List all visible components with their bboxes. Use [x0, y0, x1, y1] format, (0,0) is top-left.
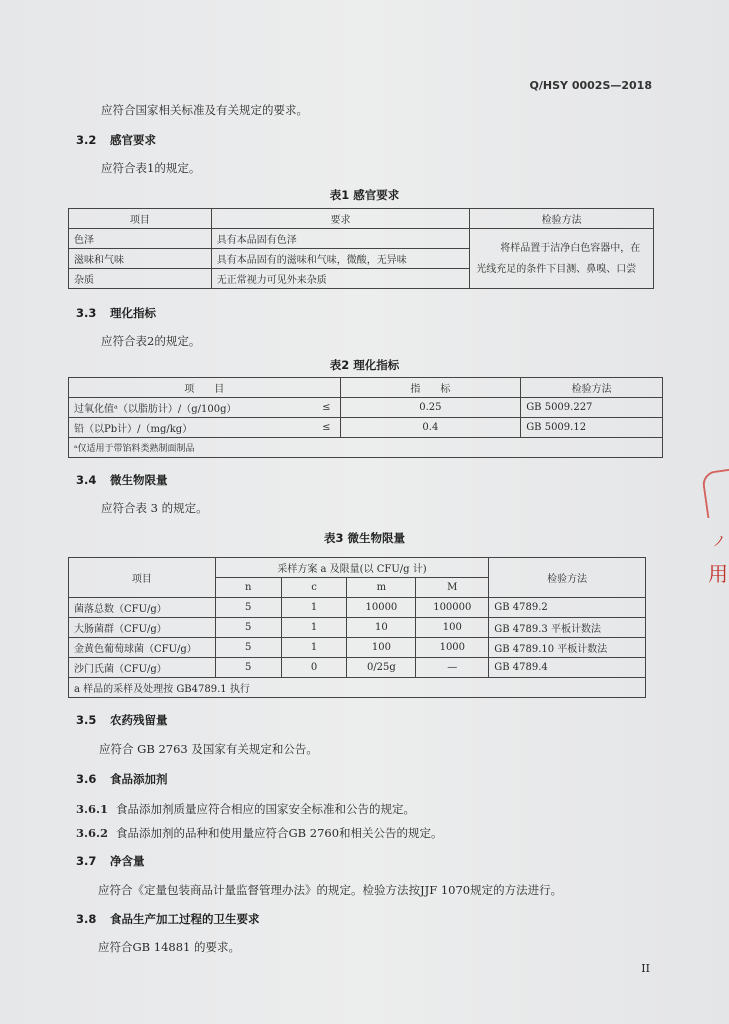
section-number: 3.6 [76, 772, 97, 786]
table3-header-method: 检验方法 [489, 558, 646, 598]
table2-cell-operator: ≤ [313, 418, 340, 438]
table3-cell-method: GB 4789.2 [489, 598, 646, 618]
table3-cell-method: GB 4789.4 [489, 658, 646, 678]
table2-header-item: 项 目 [69, 378, 341, 398]
section-3-2-heading [76, 132, 156, 148]
section-number: 3.3 [76, 306, 97, 320]
section-3-6-2 [76, 825, 443, 841]
table-row [69, 229, 654, 249]
clause-text: 食品添加剂的品种和使用量应符合GB 2760和相关公告的规定。 [116, 826, 443, 840]
document-code: Q/HSY 0002S—2018 [529, 79, 652, 92]
table-sensory [68, 208, 654, 289]
section-number: 3.7 [76, 854, 97, 868]
section-3-5-heading [76, 712, 168, 728]
table1-cell-requirement: 具有本品固有的滋味和气味，微酸，无异味 [211, 249, 470, 269]
table3-cell-item: 金黄色葡萄球菌（CFU/g） [69, 638, 216, 658]
table1-cell-item: 色泽 [69, 229, 212, 249]
table1-cell-method: 将样品置于洁净白色容器中，在光线充足的条件下目测、鼻嗅、口尝 [470, 229, 654, 289]
red-seal-stamp [702, 460, 729, 640]
table3-caption: 表3 微生物限量 [323, 531, 405, 545]
intro-line: 应符合国家相关标准及有关规定的要求。 [101, 103, 308, 117]
section-title: 感官要求 [110, 133, 156, 147]
table3-cell-item: 菌落总数（CFU/g） [69, 598, 216, 618]
table2-cell-method: GB 5009.227 [521, 398, 663, 418]
seal-mark: ノ [712, 534, 726, 550]
table-row [69, 418, 663, 438]
section-title: 农药残留量 [110, 713, 168, 727]
section-number: 3.4 [76, 473, 97, 487]
section-title: 微生物限量 [110, 473, 168, 487]
table3-cell-c: 1 [281, 638, 347, 658]
table3-cell-n: 5 [215, 638, 281, 658]
table2-cell-item: 铅（以Pb计）/（mg/kg） [69, 418, 314, 438]
table3-cell-m: 0/25g [347, 658, 416, 678]
section-title: 理化指标 [110, 306, 156, 320]
table3-header-plan: 采样方案 a 及限量(以 CFU/g 计) [215, 558, 489, 578]
table3-cell-n: 5 [215, 598, 281, 618]
table3-cell-method: GB 4789.3 平板计数法 [489, 618, 646, 638]
table-row [69, 638, 646, 658]
section-title: 净含量 [110, 854, 145, 868]
table1-header-method: 检验方法 [470, 209, 654, 229]
table1-caption: 表1 感官要求 [329, 188, 400, 202]
clause-number: 3.6.1 [76, 802, 109, 816]
section-3-6-heading [76, 771, 168, 787]
table3-note: a 样品的采样及处理按 GB4789.1 执行 [69, 678, 646, 698]
section-title: 食品生产加工过程的卫生要求 [110, 912, 260, 926]
table3-cell-m: 10 [347, 618, 416, 638]
clause-text: 食品添加剂质量应符合相应的国家安全标准和公告的规定。 [116, 802, 415, 816]
table2-cell-method: GB 5009.12 [521, 418, 663, 438]
table3-cell-M: 100 [416, 618, 489, 638]
table3-cell-c: 1 [281, 618, 347, 638]
table2-header-index: 指 标 [340, 378, 521, 398]
section-3-4-heading [76, 472, 168, 488]
table3-cell-m: 100 [347, 638, 416, 658]
table3-cell-method: GB 4789.10 平板计数法 [489, 638, 646, 658]
seal-text: 用 [708, 562, 728, 586]
section-title: 食品添加剂 [110, 772, 168, 786]
table3-cell-item: 大肠菌群（CFU/g） [69, 618, 216, 638]
table2-note: ᵃ仅适用于带馅料类熟制面制品 [69, 438, 663, 458]
table1-header-item: 项目 [69, 209, 212, 229]
table-row [69, 598, 646, 618]
table3-subheader-m: m [347, 578, 416, 598]
section-3-3-text: 应符合表2的规定。 [101, 334, 201, 348]
table3-cell-m: 10000 [347, 598, 416, 618]
page-number: II [641, 962, 650, 975]
section-number: 3.5 [76, 713, 97, 727]
table3-subheader-M: M [416, 578, 489, 598]
table3-cell-M: 1000 [416, 638, 489, 658]
section-3-7-text: 应符合《定量包装商品计量监督管理办法》的规定。检验方法按JJF 1070规定的方法进行。 [98, 883, 563, 897]
table3-cell-n: 5 [215, 618, 281, 638]
table-row [69, 398, 663, 418]
table-physicochemical [68, 377, 663, 458]
section-number: 3.2 [76, 133, 97, 147]
section-3-5-text: 应符合 GB 2763 及国家有关规定和公告。 [99, 742, 318, 756]
section-3-8-heading [76, 911, 260, 927]
table3-cell-c: 0 [281, 658, 347, 678]
section-3-8-text: 应符合GB 14881 的要求。 [98, 940, 241, 954]
table2-cell-value: 0.25 [340, 398, 521, 418]
table2-cell-operator: ≤ [313, 398, 340, 418]
section-3-6-1 [76, 801, 415, 817]
table2-cell-item: 过氧化值ᵃ（以脂肪计）/（g/100g） [69, 398, 314, 418]
table2-header-method: 检验方法 [521, 378, 663, 398]
table1-cell-item: 杂质 [69, 269, 212, 289]
table3-cell-n: 5 [215, 658, 281, 678]
table3-cell-M: — [416, 658, 489, 678]
table1-cell-requirement: 无正常视力可见外来杂质 [211, 269, 470, 289]
table1-cell-item: 滋味和气味 [69, 249, 212, 269]
table2-caption: 表2 理化指标 [329, 358, 400, 372]
clause-number: 3.6.2 [76, 826, 109, 840]
table3-cell-c: 1 [281, 598, 347, 618]
table-microbial [68, 557, 646, 698]
section-3-3-heading [76, 305, 156, 321]
section-number: 3.8 [76, 912, 97, 926]
table3-cell-M: 100000 [416, 598, 489, 618]
table1-cell-requirement: 具有本品固有色泽 [211, 229, 470, 249]
table2-cell-value: 0.4 [340, 418, 521, 438]
seal-arc [701, 468, 729, 519]
table1-header-requirement: 要求 [211, 209, 470, 229]
section-3-4-text: 应符合表 3 的规定。 [101, 501, 208, 515]
section-3-7-heading [76, 853, 145, 869]
table-row [69, 618, 646, 638]
table3-header-item: 项目 [69, 558, 216, 598]
table3-subheader-c: c [281, 578, 347, 598]
section-3-2-text: 应符合表1的规定。 [101, 161, 201, 175]
table-row [69, 658, 646, 678]
table3-subheader-n: n [215, 578, 281, 598]
table3-cell-item: 沙门氏菌（CFU/g） [69, 658, 216, 678]
